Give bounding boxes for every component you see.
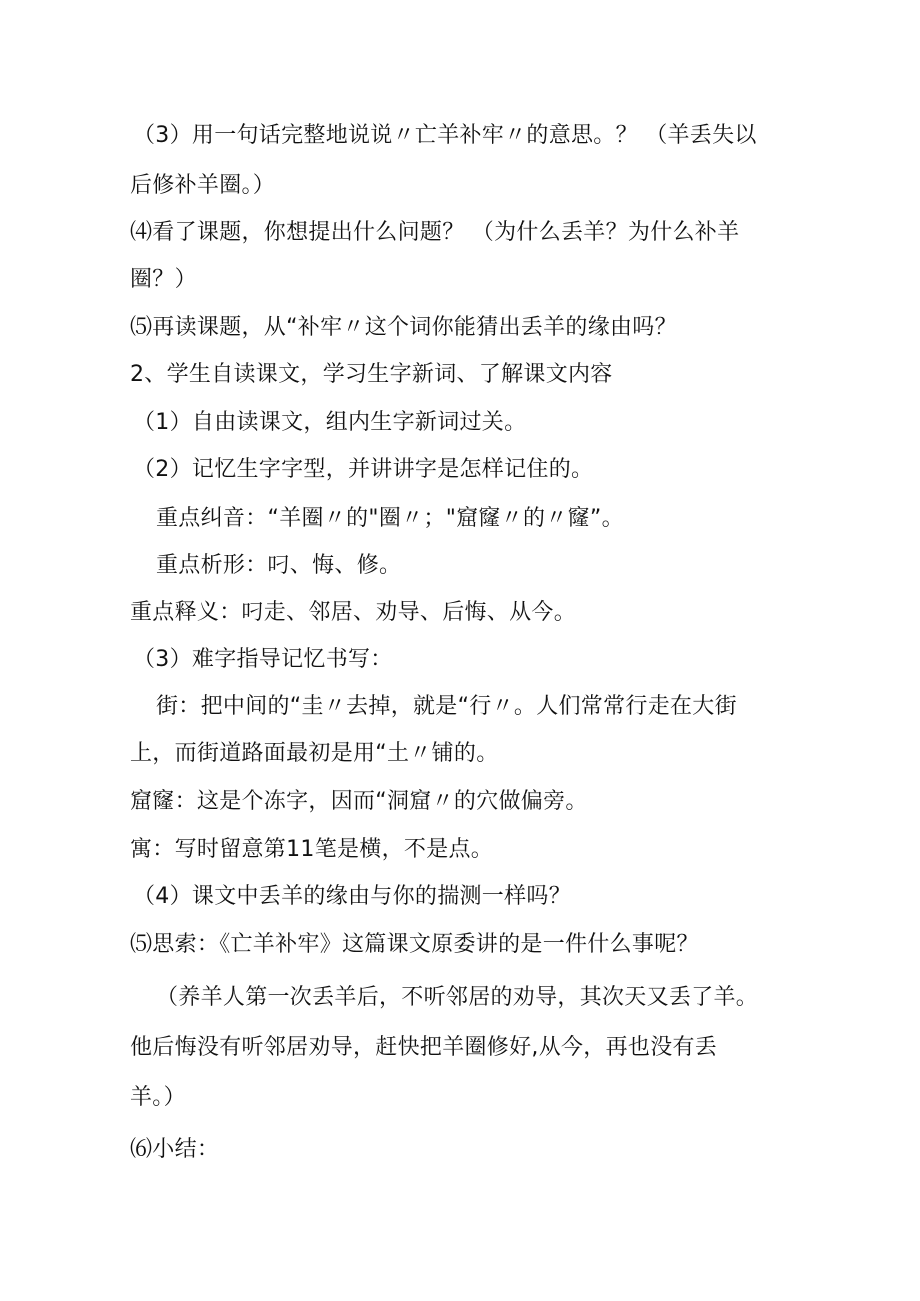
text-line-kulong: 窟窿：这是个冻字，因而“洞窟〃的穴做偏旁。 [130,789,588,814]
text-line-pronunciation: 重点纠音：“羊圈〃的"圈〃；"窟窿〃的〃窿”。 [156,506,624,531]
text-line-q3-meaning: （3）用一句话完整地说说〃亡羊补牢〃的意思。？ （羊丢失以 [133,123,757,148]
text-line-step1: （1）自由读课文，组内生字新词过关。 [133,410,527,435]
text-line-story-summary-cont: 他后悔没有听邻居劝导，赶快把羊圈修好,从今，再也没有丢 [130,1035,718,1060]
text-line-jie-explanation-cont: 上，而街道路面最初是用“土〃铺的。 [130,741,499,766]
text-line-yu: 寓：写时留意第11笔是横，不是点。 [130,837,494,862]
text-line-step6-summary: ⑹小结： [130,1137,220,1162]
text-line-story-summary-end: 羊。） [130,1085,186,1110]
text-line-step2: （2）记忆生字字型，并讲讲字是怎样记住的。 [133,457,594,482]
text-line-q5-reread: ⑸再读课题，从“补牢〃这个词你能猜出丢羊的缘由吗？ [130,315,677,340]
text-line-q4-question-cont: 圈？） [130,267,197,292]
text-line-q3-answer: 后修补羊圈。） [130,173,276,198]
text-line-step3: （3）难字指导记忆书写： [133,647,393,672]
text-line-step4: （4）课文中丢羊的缘由与你的揣测一样吗？ [133,884,571,909]
text-line-character-shape: 重点析形：叼、悔、修。 [156,553,402,578]
text-line-definitions: 重点释义：叼走、邻居、劝导、后悔、从今。 [130,600,577,625]
text-line-story-summary: （养羊人第一次丢羊后，不听邻居的劝导，其次天又丢了羊。 [156,985,759,1010]
text-line-jie-explanation: 街：把中间的“圭〃去掉，就是“行〃。人们常常行走在大街 [156,694,737,719]
text-line-step5: ⑸思索：《亡羊补牢》这篇课文原委讲的是一件什么事呢？ [130,932,699,957]
text-line-q4-question: ⑷看了课题，你想提出什么问题？ （为什么丢羊？为什么补羊 [130,220,740,245]
section-heading-self-reading: 2、学生自读课文，学习生字新词、了解课文内容 [130,362,613,387]
